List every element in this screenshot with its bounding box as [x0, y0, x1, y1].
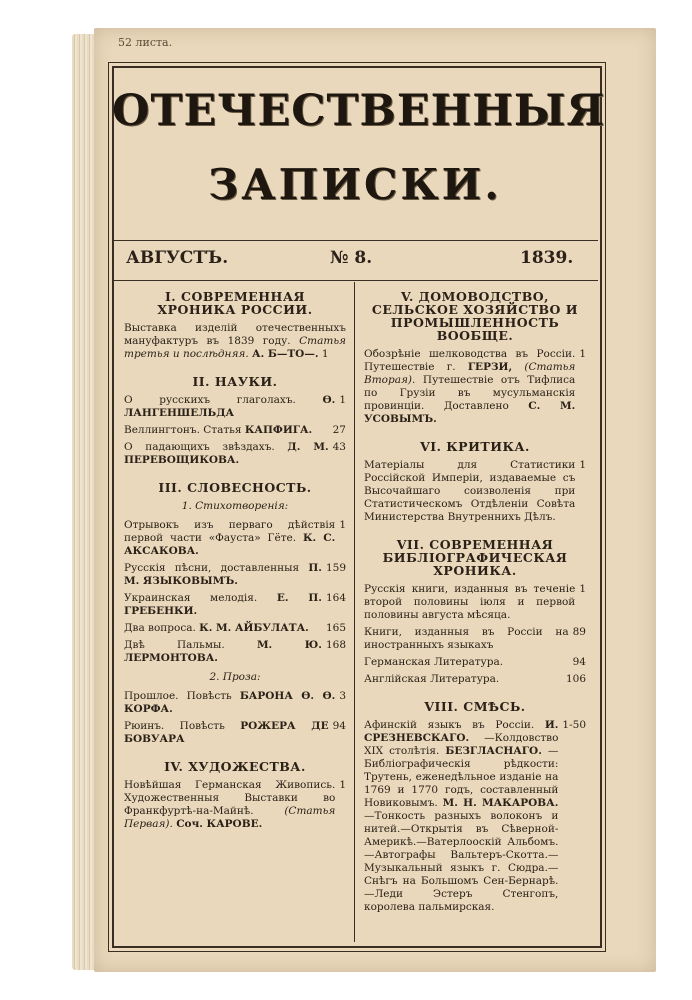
issue-month: АВГУСТЪ.	[126, 248, 229, 268]
section-heading: VI. КРИТИКА.	[420, 439, 530, 454]
toc-entry: Выставка изделій отечественныхъ мануфактуръ въ 1839 году. Статья третья и послѣдняя. А. Б—ТО—. 1	[124, 322, 346, 360]
page-number: 1	[321, 348, 329, 360]
section-heading: V. ДОМОВОДСТВО, СЕЛЬСКОЕ ХОЗЯЙСТВО И ПРОМЫШЛЕННОСТЬ ВООБЩЕ.	[371, 289, 579, 343]
subsection-label: 1. Стихотворенія:	[181, 500, 289, 512]
toc-entry: Русскія книги, изданныя въ теченіе второй половины іюля и первой половины августа мѣсяца. 1	[364, 583, 586, 621]
column-divider	[354, 282, 355, 942]
right-column	[364, 286, 586, 918]
journal-title-line1: ОТЕЧЕСТВЕННЫЯ	[112, 86, 606, 136]
toc-entry: Матеріалы для Статистики Россійской Имперіи, издаваемые съ Высочайшаго соизволенія при Статистическомъ Отдѣленіи Совѣта Министерства Внутреннихъ Дѣлъ. 1	[364, 459, 586, 523]
section-heading: I. СОВРЕМЕННАЯ ХРОНИКА РОССИИ.	[157, 289, 313, 317]
toc-entry: О падающихъ звѣздахъ. Д. М. ПЕРЕВОЩИКОВА. 43	[124, 441, 346, 466]
section-heading: III. СЛОВЕСНОСТЬ.	[158, 480, 312, 495]
left-column	[124, 286, 346, 835]
toc-entry: О русскихъ глаголахъ. Ѳ. ЛАНГЕНШЕЛЬДА 1	[124, 394, 346, 419]
toc-entry: Германская Литература. 94	[364, 656, 586, 668]
toc-entry: Книги, изданныя въ Россіи на иностранныхъ языкахъ 89	[364, 626, 586, 651]
subsection-label: 2. Проза:	[209, 671, 261, 683]
section-heading: IV. ХУДОЖЕСТВА.	[164, 759, 306, 774]
toc-entry: Афинскій языкъ въ Россіи. И. СРЕЗНЕВСКАГО. —Колдовство XIX столѣтія. БЕЗГЛАСНАГО. —Библіографическія рѣдкости: Трутень, еженедѣльное изданіе на 1769 и 1770 годъ, составленный Новиковымъ. М. Н. МАКАРОВА. —Тонкость разныхъ волоконъ и нитей.—Открытія въ Сѣверной-Америкѣ.—Ватерлооскій Альбомъ.—Автографы Вальтеръ-Скотта.—Музыкальный языкъ г. Сюдра.—Снѣгъ на Большомъ Сен-Бернарѣ.—Леди Эстеръ Стенгопъ, королева пальмирская. 1-50	[364, 719, 586, 913]
toc-entry: Украинская мелодія. Е. П. ГРЕБЕНКИ. 164	[124, 592, 346, 617]
toc-entry: Новѣйшая Германская Живопись. Художественныя Выставки во Франкфуртѣ-на-Майнѣ. (Статья Первая). Соч. КАРОВЕ. 1	[124, 779, 346, 830]
toc-entry: Отрывокъ изъ перваго дѣйствія первой части «Фауста» Гёте. К. С. АКСАКОВА. 1	[124, 519, 346, 557]
toc-entry: Веллингтонъ. Статья КАПФИГА. 27	[124, 424, 346, 436]
rule-bottom	[114, 280, 598, 281]
journal-title-line2: ЗАПИСКИ.	[208, 160, 502, 209]
toc-entry: Обозрѣніе шелководства въ Россіи. Путешествіе г. ГЕРЗИ, (Статья Вторая). Путешествіе отъ Тифлиса по Грузіи въ мусульманскія провинціи. Доставлено С. М. УСОВЫМЪ. 1	[364, 348, 586, 425]
issue-number: № 8.	[330, 248, 373, 268]
section-heading: VII. СОВРЕМЕННАЯ БИБЛІОГРАФИЧЕСКАЯ ХРОНИКА.	[382, 537, 568, 578]
toc-entry: Двѣ Пальмы. М. Ю. ЛЕРМОНТОВА. 168	[124, 639, 346, 664]
rule-top	[114, 240, 598, 241]
toc-entry: Русскія пѣсни, доставленныя П. М. ЯЗЫКОВЫМЪ. 159	[124, 562, 346, 587]
toc-entry: Прошлое. Повѣсть БАРОНА Ѳ. Ѳ. КОРФА. 3	[124, 690, 346, 715]
issue-year: 1839.	[520, 248, 574, 268]
toc-entry: Рюинъ. Повѣсть РОЖЕРА ДЕ БОВУАРА 94	[124, 720, 346, 745]
section-heading: II. НАУКИ.	[192, 374, 278, 389]
toc-entry: Два вопроса. К. М. АЙБУЛАТА. 165	[124, 622, 346, 634]
sheet-count: 52 листа.	[118, 36, 173, 49]
section-heading: VIII. СМѢСЬ.	[424, 699, 526, 714]
toc-entry: Англійская Литература. 106	[364, 673, 586, 685]
